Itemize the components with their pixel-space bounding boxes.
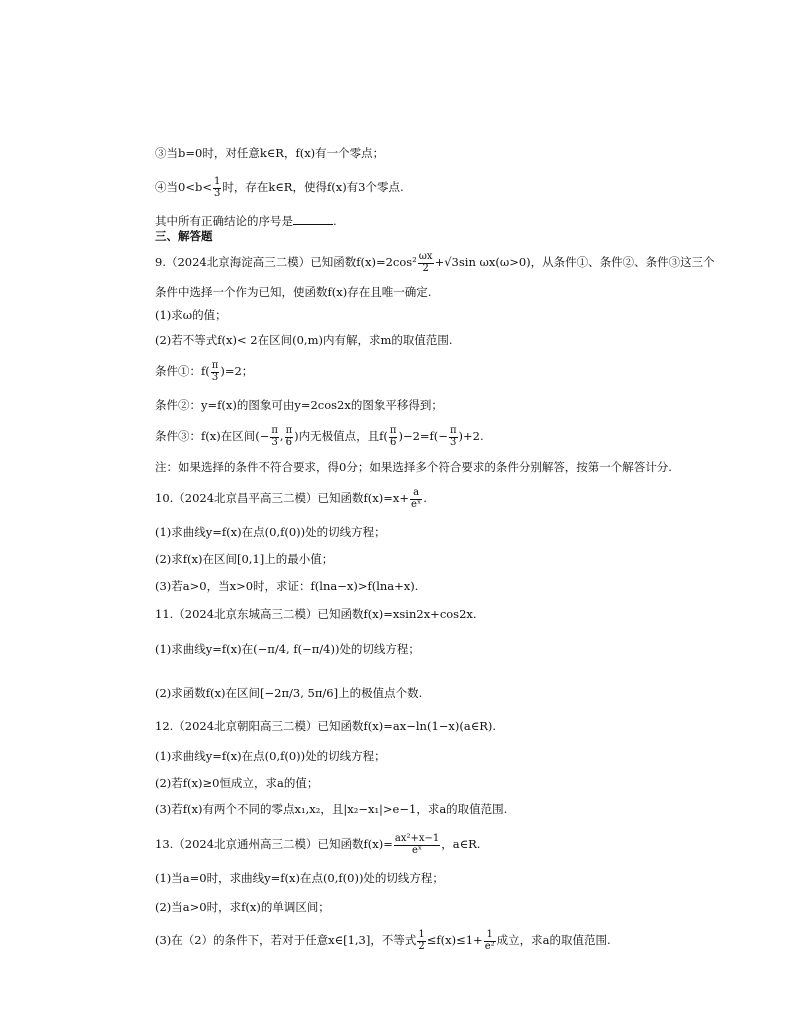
fraction: $\frac{\pi}{6}$ xyxy=(389,425,397,448)
fraction: $\frac{\text{ax²+x−1}}{\text{eˣ}}$ xyxy=(394,833,440,856)
condition-3: 条件③：f(x)在区间(− $\frac{\pi}{3}$ , $\frac{\pi}{6}$ )内无极值点，且f( $\frac{\pi}{6}$ )−2=f(− $\frac{\pi}{3}$ )+2. xyxy=(155,425,484,448)
fraction: $\frac{1}{\text{e²}}$ xyxy=(484,929,495,952)
text-line: (1)求曲线y=f(x)在(−π/4, f(−π/4))处的切线方程； xyxy=(155,642,420,656)
fraction: $\frac{\pi}{3}$ xyxy=(271,425,278,448)
condition-2: 条件②：y=f(x)的图象可由y=2cos2x的图象平移得到； xyxy=(155,398,443,412)
text-line: 其中所有正确结论的序号是 . xyxy=(155,214,337,228)
text-line: (1)求曲线y=f(x)在点(0,f(0))处的切线方程； xyxy=(155,525,386,539)
interval-expression: [−2π/3, 5π/6] xyxy=(260,686,339,700)
question-13: 13.（2024北京通州高三二模）已知函数f(x)= $\frac{\text{ax²+x−1}}{\text{eˣ}}$ ，a∈R. xyxy=(155,833,481,856)
section-heading: 三、解答题 xyxy=(155,229,213,243)
fraction: $\frac{a}{\text{eˣ}}$ xyxy=(411,487,422,510)
text-line: ③当b=0时，对任意k∈R，f(x)有一个零点； xyxy=(155,146,385,160)
text-line: (2)求函数f(x)在区间[−2π/3, 5π/6]上的极值点个数. xyxy=(155,686,423,700)
fraction: $\frac{1}{3}$ xyxy=(213,176,221,199)
text-line: 条件中选择一个作为已知，使函数f(x)存在且唯一确定. xyxy=(155,285,432,299)
text-line: (2)若不等式f(x)< 2在区间(0,m)内有解，求m的取值范围. xyxy=(155,333,453,347)
condition-1: 条件①：f( $\frac{\pi}{3}$ )=2； xyxy=(155,360,254,383)
text-line: (3)在（2）的条件下，若对于任意x∈[1,3]，不等式 $\frac{1}{2}$ ≤f(x)≤1+ $\frac{1}{\text{e²}}$ 成立，求a的取值范围. xyxy=(155,929,611,952)
question-9: 9.（2024北京海淀高三二模）已知函数f(x)=2cos² $\frac{\omega x}{2}$ +√3sin ωx(ω>0)，从条件①、条件②、条件③这三个 xyxy=(155,251,715,274)
note: 注：如果选择的条件不符合要求，得0分；如果选择多个符合要求的条件分别解答，按第一个解答计分. xyxy=(155,460,672,474)
fraction: $\frac{1}{2}$ xyxy=(418,929,425,952)
fraction: $\frac{\pi}{3}$ xyxy=(449,425,457,448)
question-12: 12.（2024北京朝阳高三二模）已知函数f(x)=ax−ln(1−x)(a∈R). xyxy=(155,719,497,733)
fraction: $\frac{\pi}{6}$ xyxy=(285,425,293,448)
text-line: (1)求曲线y=f(x)在点(0,f(0))处的切线方程； xyxy=(155,749,386,763)
text-line: (3)若a>0，当x>0时，求证：f(lna−x)>f(lna+x). xyxy=(155,579,419,593)
question-10: 10.（2024北京昌平高三二模）已知函数f(x)=x+ $\frac{a}{\text{eˣ}}$ . xyxy=(155,487,427,510)
text-line: (3)若f(x)有两个不同的零点x₁,x₂，且|x₂−x₁|>e−1，求a的取值范围. xyxy=(155,802,508,816)
text-line: (2)求f(x)在区间[0,1]上的最小值； xyxy=(155,552,334,566)
answer-blank xyxy=(293,214,333,225)
point-expression: (−π/4, f(−π/4)) xyxy=(253,642,340,656)
text-line: (2)当a>0时，求f(x)的单调区间； xyxy=(155,900,330,914)
fraction: $\frac{\pi}{3}$ xyxy=(211,360,219,383)
fraction: $\frac{\omega x}{2}$ xyxy=(418,251,433,274)
text-line: (1)当a=0时，求曲线y=f(x)在点(0,f(0))处的切线方程； xyxy=(155,871,444,885)
text-line: (1)求ω的值； xyxy=(155,308,227,322)
text-line: (2)若f(x)≥0恒成立，求a的值； xyxy=(155,776,319,790)
question-11: 11.（2024北京东城高三二模）已知函数f(x)=xsin2x+cos2x. xyxy=(155,607,477,621)
text-line: ④当0<b< $\frac{1}{3}$ 时，存在k∈R，使得f(x)有3个零点. xyxy=(155,176,404,199)
